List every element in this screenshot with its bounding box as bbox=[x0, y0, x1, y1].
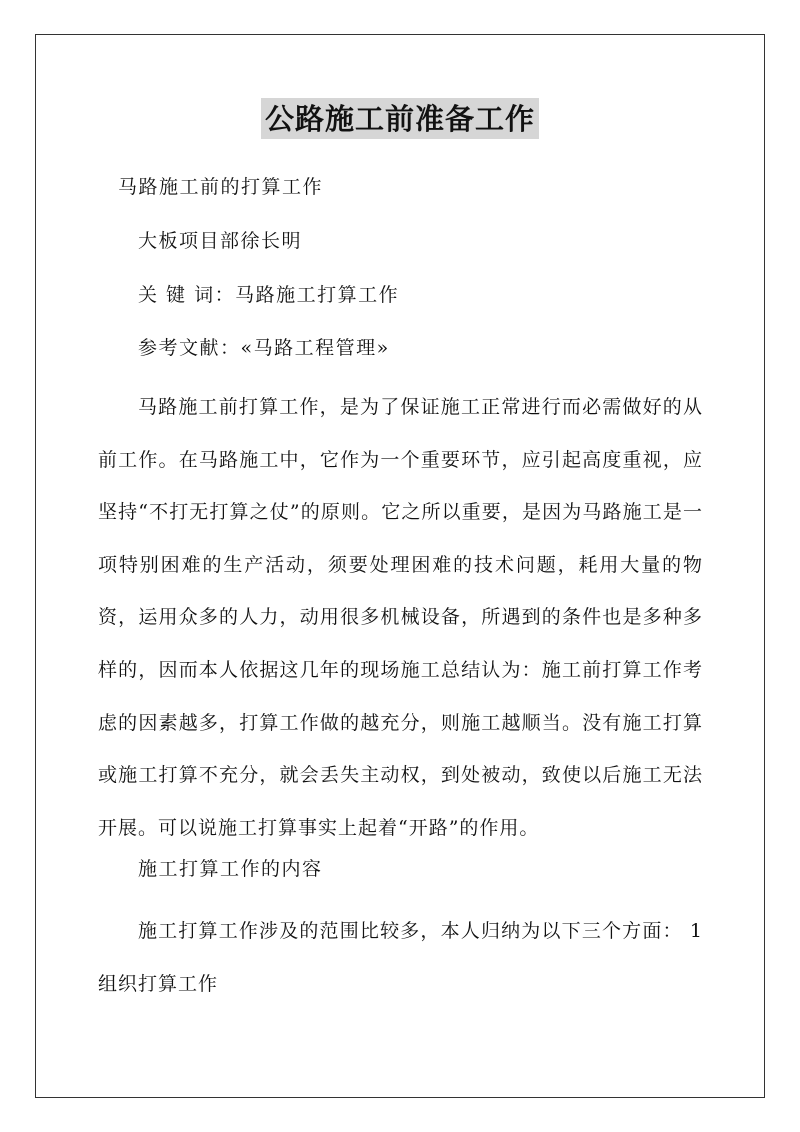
intro-paragraph: 马路施工前打算工作，是为了保证施工正常进行而必需做好的从前工作。在马路施工中，它作为一个重要环节，应引起高度重视，应坚持“不打无打算之仗”的原则。它之所以重要，是因为马路施工是一项特别困难的生产活动，须要处理困难的技术问题，耗用大量的物资，运用众多的人力，动用很多机械设备，所遇到的条件也是多种多样的，因而本人依据这几年的现场施工总结认为：施工前打算工作考虑的因素越多，打算工作做的越充分，则施工越顺当。没有施工打算或施工打算不充分，就会丢失主动权，到处被动，致使以后施工无法开展。可以说施工打算事实上起着“开路”的作用。 bbox=[98, 396, 703, 839]
section-heading: 施工打算工作的内容 bbox=[138, 858, 323, 880]
document-title: 公路施工前准备工作 bbox=[261, 98, 539, 139]
references-line: 参考文献：«马路工程管理» bbox=[138, 337, 390, 359]
document-subtitle: 马路施工前的打算工作 bbox=[118, 176, 324, 198]
keywords-line: 关 键 词：马路施工打算工作 bbox=[138, 284, 400, 306]
author-line: 大板项目部徐长明 bbox=[138, 230, 303, 252]
title-container bbox=[0, 98, 800, 139]
scope-paragraph: 施工打算工作涉及的范围比较多，本人归纳为以下三个方面： 1组织打算工作 bbox=[98, 920, 703, 995]
